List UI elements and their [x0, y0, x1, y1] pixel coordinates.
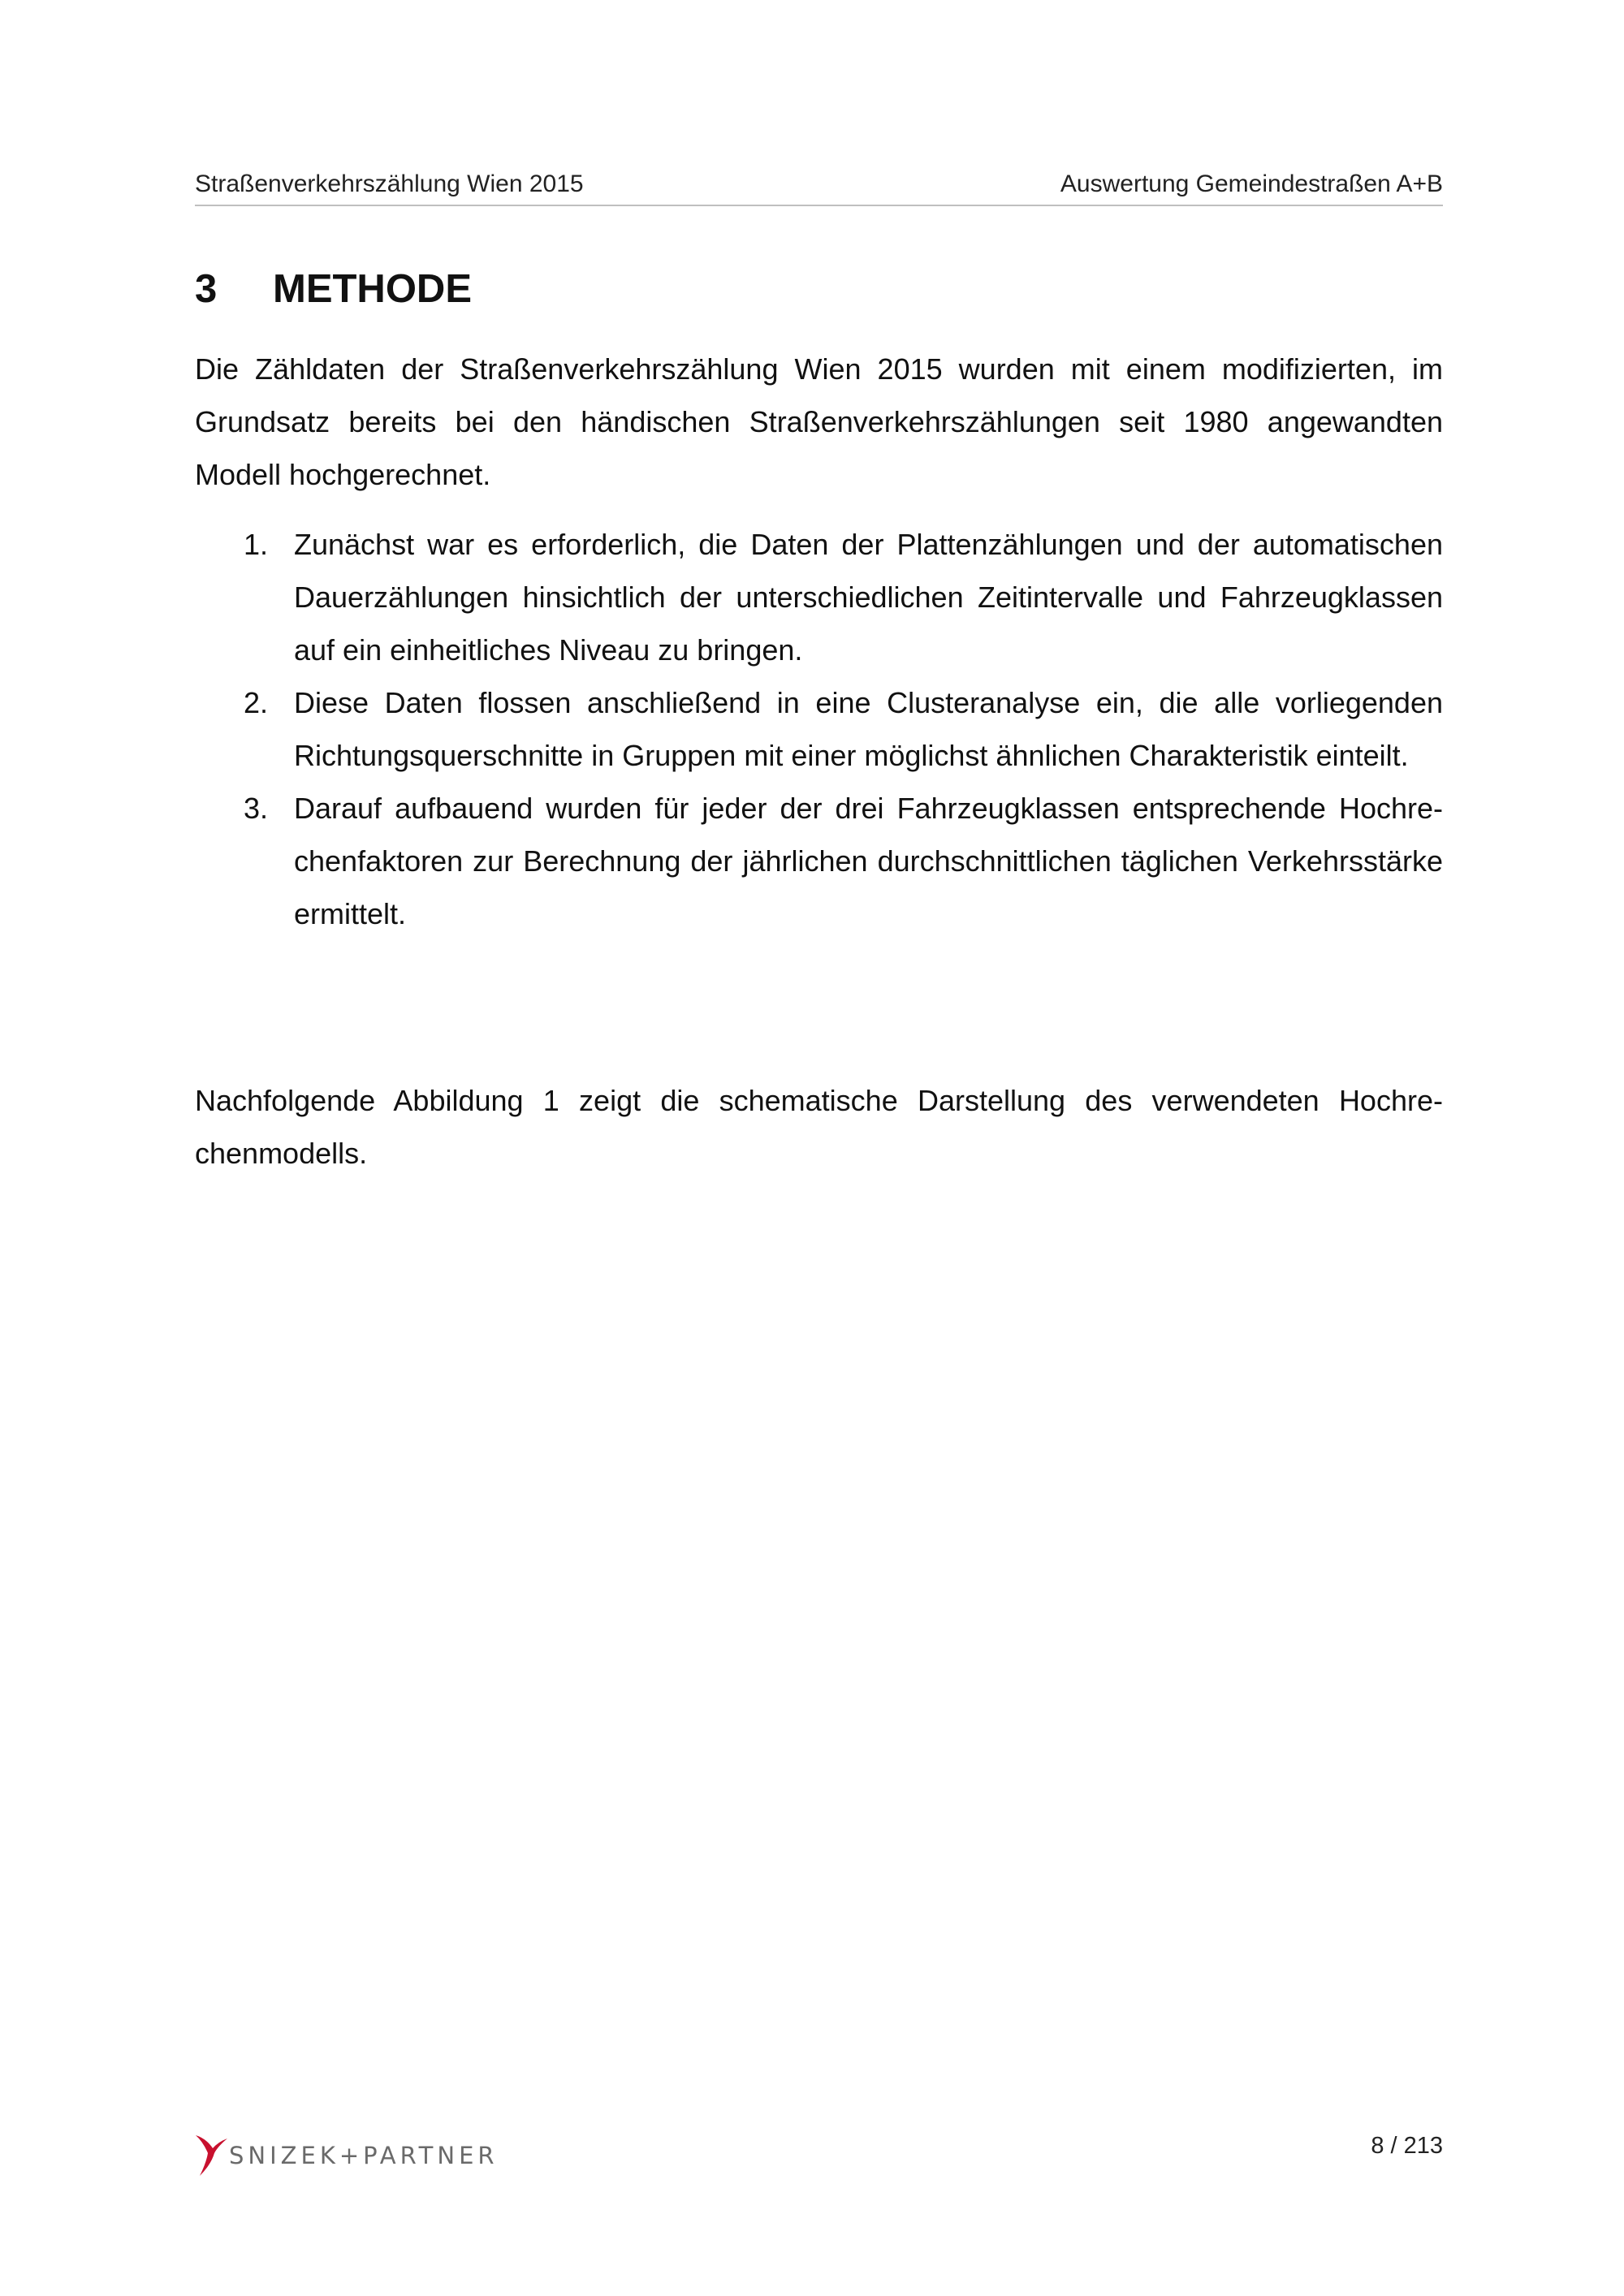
list-item-text: Darauf aufbauend wurden für jeder der drei Fahrzeugklassen entsprechende Hochrechenfaktoren zur Berechnung der jährlichen durchschnittlichen täglichen Verkehrsstärke ermittelt. — [294, 792, 1443, 930]
closing-paragraph: Nachfolgende Abbildung 1 zeigt die schematische Darstellung des verwendeten Hochrechenmodells. — [195, 1084, 1443, 1170]
list-item-number: 3. — [244, 792, 269, 825]
section-heading — [195, 266, 472, 312]
list-item-number: 1. — [244, 528, 269, 561]
list-item-text: Diese Daten flossen anschließend in eine Clusteranalyse ein, die alle vorliegenden Richtungsquerschnitte in Gruppen mit einer möglichst ähnlichen Charakteristik einteilt. — [294, 686, 1443, 772]
logo-red-stroke — [196, 2135, 227, 2176]
section-title: METHODE — [273, 267, 472, 311]
logo-mark-icon — [193, 2132, 229, 2177]
page-number: 8 / 213 — [1371, 2133, 1443, 2159]
company-logo — [193, 2132, 518, 2177]
logo-wordmark: SNIZEK+PARTNER — [229, 2142, 499, 2169]
list-item-text: Zunächst war es erforderlich, die Daten der Plattenzählungen und der automatischen Dauerzählungen hinsichtlich der unterschiedlichen Zeitintervalle und Fahrzeugklassen auf ein einheitliches Niveau zu bringen. — [294, 528, 1443, 667]
method-steps-list — [195, 518, 1443, 940]
header-section-title: Auswertung Gemeindestraßen A+B — [1060, 170, 1443, 197]
section-number: 3 — [195, 267, 218, 311]
list-item — [195, 518, 1443, 676]
header-document-title: Straßenverkehrszählung Wien 2015 — [195, 170, 584, 197]
list-item — [195, 782, 1443, 940]
intro-paragraph: Die Zähldaten der Straßenverkehrszählung Wien 2015 wurden mit einem modifizierten, im Grundsatz bereits bei den händischen Straßenverkehrszählungen seit 1980 angewandten Modell hochgerechnet. — [195, 352, 1443, 491]
list-item-number: 2. — [244, 686, 269, 719]
list-item — [195, 676, 1443, 782]
page-header — [195, 169, 1443, 206]
